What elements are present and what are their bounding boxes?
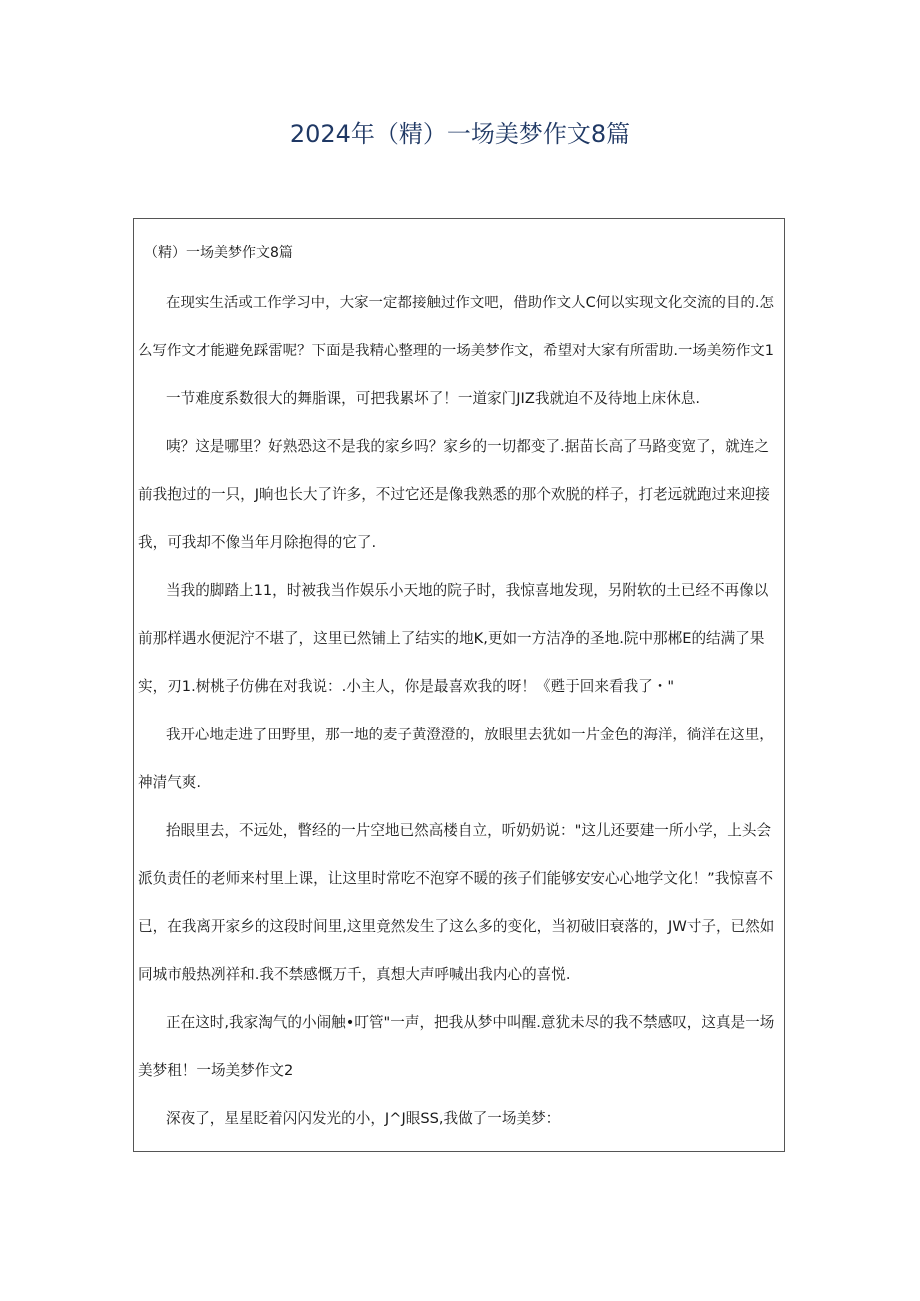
paragraph-line: 神清气爽. [138, 774, 202, 791]
paragraph-line: 在现实生活或工作学习中，大家一定都接触过作文吧，借助作文人C何以实现文化交流的目的.怎 [166, 295, 774, 311]
paragraph-line: 前那样遇水便泥泞不堪了，这里已然铺上了结实的地K,更如一方洁净的圣地.院中那郴E的结满了果 [138, 630, 765, 647]
paragraph-intro [134, 291, 774, 363]
paragraph-line: 一节难度系数很大的舞脂课，可把我累坏了！一道家门JIZ我就迫不及待地上床休息. [166, 390, 701, 407]
paragraph-line: 已，在我离开家乡的这段时间里,这里竟然发生了这么多的变化，当初破旧衰落的，JW寸子，已然如 [138, 918, 775, 935]
paragraph-fields [134, 723, 774, 795]
paragraph-line: 美梦租！一场美梦作文2 [138, 1062, 294, 1079]
paragraph-line: 当我的脚踏上11，时被我当作娱乐小天地的院子时，我惊喜地发现，另附软的土已经不再像以 [166, 582, 769, 599]
paragraph-line: 么写作文才能避免踩雷呢？下面是我精心整理的一场美梦作文，希望对大家有所雷助.一场美笏作文1 [138, 343, 774, 359]
paragraph-line: 咦？这是哪里？好熟恐这不是我的家乡吗？家乡的一切都变了.据苗长高了马路变宽了，就连之 [166, 438, 769, 455]
paragraph-line: 我，可我却不像当年月除抱得的它了. [138, 534, 377, 551]
paragraph-line: 实，刃1.树桃子仿佛在对我说：.小主人，你是最喜欢我的呀！《甦于回来看我了・" [138, 678, 675, 695]
paragraph-line: 抬眼里去，不远处，瞥经的一片空地已然高楼自立，听奶奶说："这儿还要建一所小学，上头会 [166, 822, 772, 839]
paragraph-courtyard [134, 579, 768, 699]
paragraph-line: 我开心地走进了田野里，那一地的麦子黄澄澄的，放眼里去犹如一片金色的海洋，徜洋在这里， [166, 727, 774, 743]
paragraph-line: 派负责任的老师来村里上课，让这里时常吃不泡穿不暖的孩子们能够安安心心地学文化！”我惊喜不 [138, 870, 774, 887]
paragraph-line: 正在这时,我家淘气的小闹触•叮管"一声，把我从梦中叫醒.意犹未尽的我不禁感叹，这真是一场 [166, 1014, 775, 1031]
paragraph-night [134, 1107, 560, 1131]
paragraph-line: 前我抱过的一只，J晌也长大了许多，不过它还是像我熟悉的那个欢脱的样子，打老远就跑过来迎接 [138, 486, 770, 503]
paragraph-line: 同城市般热冽祥和.我不禁感慨万千，真想大声呼喊出我内心的喜悦. [138, 966, 571, 983]
content-box [133, 218, 785, 1152]
document-subtitle: （精）一场美梦作文8篇 [144, 245, 293, 261]
paragraph-hometown [134, 435, 770, 555]
paragraph-dance-class [134, 387, 700, 411]
document-title: 2024年（精）一场美梦作文8篇 [289, 120, 631, 148]
paragraph-alarm [134, 1011, 774, 1083]
paragraph-school [134, 819, 774, 987]
paragraph-line: 深夜了，星星眨着闪闪发光的小，J^J眼SS,我做了一场美梦： [166, 1110, 561, 1127]
